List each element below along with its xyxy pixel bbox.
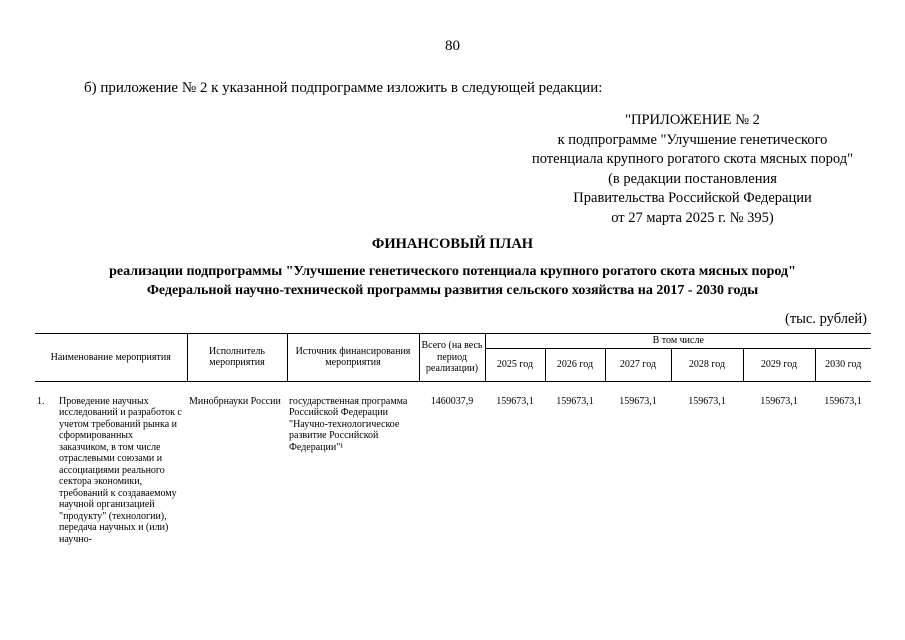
row-year-value: 159673,1 [496, 395, 534, 407]
table-row [35, 396, 871, 546]
row-year-value: 159673,1 [688, 395, 726, 407]
header-executor: Исполнитель мероприятия [187, 334, 287, 382]
appendix-header [520, 111, 865, 228]
appendix-line: потенциала крупного рогатого скота мясных пород" [531, 151, 854, 167]
header-year: 2029 год [743, 348, 815, 381]
header-year: 2027 год [605, 348, 671, 381]
row-year-value: 159673,1 [556, 395, 594, 407]
plan-subtitle [40, 262, 865, 300]
row-source: государственная программа Российской Федерации "Научно-технологическое развитие Российской Федерации"¹ [289, 395, 408, 453]
plan-subtitle-line: реализации подпрограммы "Улучшение генетического потенциала крупного рогатого скота мясных пород" [109, 264, 796, 279]
row-year-value: 159673,1 [760, 395, 798, 407]
row-name-cell [35, 396, 187, 546]
plan-title: ФИНАНСОВЫЙ ПЛАН [371, 236, 534, 252]
row-year-value: 159673,1 [824, 395, 862, 407]
header-year: 2025 год [485, 348, 545, 381]
appendix-line: к подпрограмме "Улучшение генетического [557, 131, 828, 148]
row-number: 1. [37, 395, 45, 407]
row-total: 1460037,9 [430, 395, 474, 407]
appendix-line: Правительства Российской Федерации [573, 190, 812, 206]
header-source: Источник финансирования мероприятия [287, 334, 419, 382]
appendix-line: от 27 марта 2025 г. № 395) [611, 209, 774, 226]
row-name: Проведение научных исследований и разработок с учетом требований рынка и сформированных заказчиком, в том числе отраслевыми союзами и ассоциациями реального сектора экономики, требований к создаваемому научной организацией "продукту" (технологии), передача научных и (или) научно- [59, 395, 182, 545]
row-executor: Минобрнауки России [189, 395, 281, 407]
financial-plan-table [35, 333, 871, 545]
row-year-value: 159673,1 [619, 395, 657, 407]
plan-subtitle-line: Федеральной научно-технической программы развития сельского хозяйства на 2017 - 2030 годы [146, 283, 759, 298]
header-year: 2028 год [671, 348, 743, 381]
header-year: 2030 год [815, 348, 871, 381]
page-number: 80 [445, 38, 460, 54]
unit-label: (тыс. рублей) [785, 311, 867, 327]
appendix-line: "ПРИЛОЖЕНИЕ № 2 [625, 112, 760, 128]
header-total: Всего (на весь период реализации) [419, 334, 485, 382]
header-year: 2026 год [545, 348, 605, 381]
header-name: Наименование мероприятия [35, 334, 187, 382]
intro-text: б) приложение № 2 к указанной подпрограмме изложить в следующей редакции: [84, 80, 603, 96]
header-including: В том числе [485, 334, 871, 349]
appendix-line: (в редакции постановления [608, 170, 777, 187]
